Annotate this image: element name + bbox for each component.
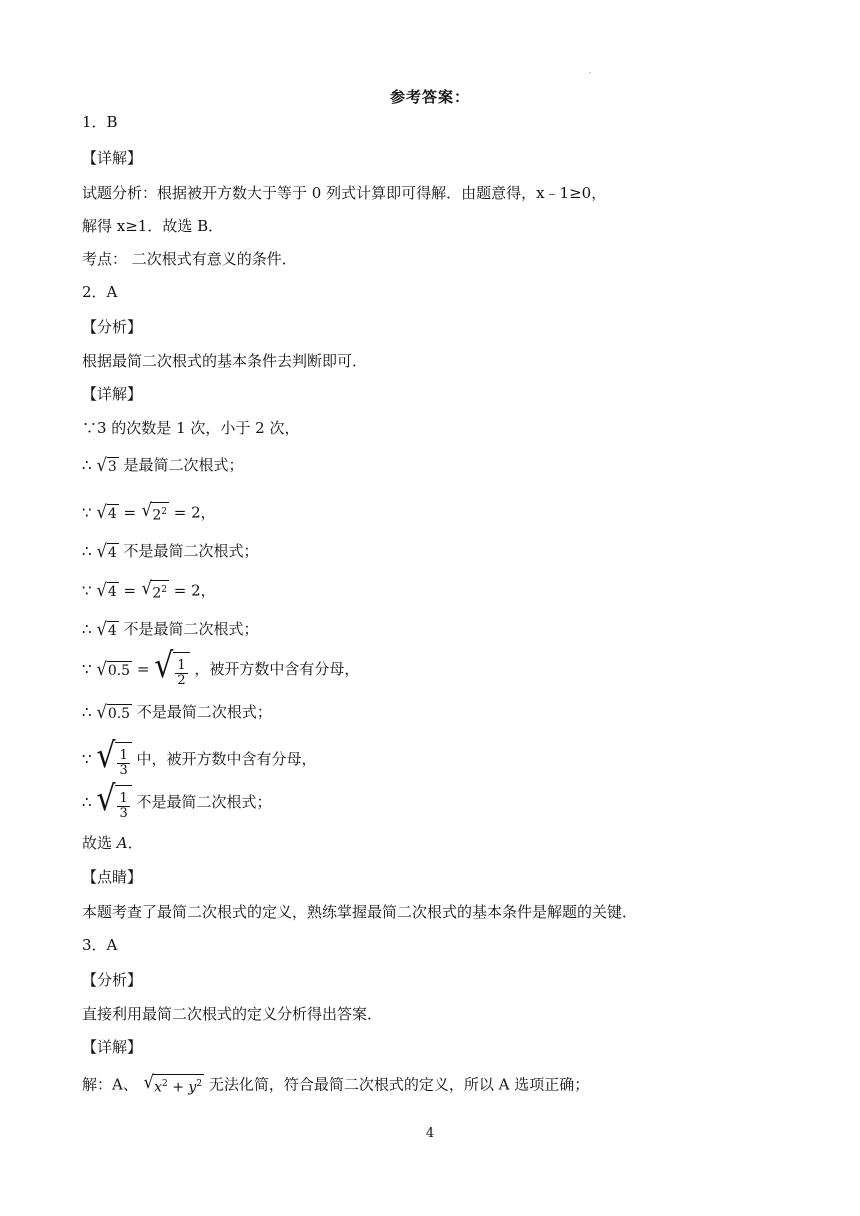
text-span: 不是最简二次根式； <box>136 703 272 721</box>
text-line: 根据最简二次根式的基本条件去判断即可． <box>82 352 368 370</box>
base: 2 <box>152 507 162 524</box>
answer-2: 2．A <box>82 283 118 301</box>
sqrt-expression <box>141 502 169 525</box>
because-symbol: ∵ <box>82 750 92 768</box>
section-heading: 【详解】 <box>82 385 143 403</box>
text-span: 不是最简二次根式； <box>123 542 259 560</box>
radicand-power <box>151 502 169 525</box>
text-span: = 2， <box>173 581 216 600</box>
exponent: 2 <box>161 507 168 517</box>
therefore-symbol: ∴ <box>82 793 92 811</box>
numerator: 1 <box>177 658 186 673</box>
radical-sign: √ <box>96 701 108 723</box>
math-line <box>82 619 259 640</box>
text-span: 不是最简二次根式； <box>136 793 272 811</box>
equals-sign: = <box>136 660 150 678</box>
fraction <box>175 659 187 688</box>
sqrt-expression <box>143 1074 204 1097</box>
equals-sign: = <box>123 581 137 600</box>
text-span: = 2， <box>173 503 216 522</box>
radicand: 4 <box>107 544 117 561</box>
sqrt-expression <box>96 658 132 680</box>
section-heading: 【分析】 <box>82 971 143 989</box>
radicand: 3 <box>107 458 117 475</box>
equals-sign: = <box>123 503 137 522</box>
sqrt-expression <box>96 579 118 601</box>
radical-sign: √ <box>96 658 108 680</box>
text-line: ∵3 的次数是 1 次，小于 2 次， <box>82 419 300 437</box>
exponent: 2 <box>162 1079 168 1089</box>
page-title: 参考答案： <box>389 88 470 106</box>
radicand: 4 <box>107 505 117 522</box>
radical-sign: √ <box>96 735 116 777</box>
radical-sign: √ <box>96 618 108 640</box>
math-line <box>82 702 272 723</box>
text-span: 中，被开方数中含有分母， <box>136 750 317 768</box>
page-number: 4 <box>425 1126 435 1141</box>
radical-sign: √ <box>96 579 108 601</box>
math-line <box>82 580 216 603</box>
therefore-symbol: ∴ <box>82 542 92 560</box>
radical-sign: √ <box>96 501 108 523</box>
text-line: 解得 x≥1．故选 B． <box>82 217 224 235</box>
fraction <box>117 792 129 821</box>
text-line: 试题分析：根据被开方数大于等于 0 列式计算即可得解．由题意得，x﹣1≥0， <box>82 184 607 202</box>
text-span: ，被开方数中含有分母， <box>194 660 360 678</box>
text-span: 解：A、 <box>82 1075 138 1094</box>
because-symbol: ∵ <box>82 503 92 522</box>
therefore-symbol: ∴ <box>82 620 92 638</box>
sqrt-fraction <box>154 645 189 688</box>
fraction <box>117 749 129 778</box>
math-line <box>82 502 216 525</box>
radical-sign: √ <box>96 778 116 820</box>
sqrt-expression <box>96 618 118 640</box>
radical-sign: √ <box>143 1072 154 1093</box>
radicand: 0.5 <box>107 662 131 679</box>
text-line: 直接利用最简二次根式的定义分析得出答案． <box>82 1005 383 1023</box>
math-line <box>82 541 259 562</box>
answer-1: 1．B <box>82 113 118 131</box>
radicand-power <box>151 580 169 603</box>
numerator: 1 <box>119 748 128 763</box>
base: 2 <box>152 585 162 602</box>
radicand: 4 <box>107 622 117 639</box>
radicand: 4 <box>107 583 117 600</box>
section-heading: 【详解】 <box>82 1038 143 1056</box>
sqrt-fraction <box>96 735 131 778</box>
sqrt-expression <box>96 540 118 562</box>
math-line <box>82 1074 589 1097</box>
math-line <box>82 735 317 778</box>
text-span: 无法化简，符合最简二次根式的定义，所以 A 选项正确； <box>208 1075 590 1094</box>
radical-sign: √ <box>154 645 174 687</box>
radical-sign: √ <box>141 578 152 599</box>
because-symbol: ∵ <box>82 581 92 600</box>
sqrt-expression <box>141 580 169 603</box>
radicand-fraction <box>173 652 189 688</box>
text-line <box>82 833 143 853</box>
sqrt-fraction <box>96 778 131 821</box>
radicand-fraction <box>115 785 131 821</box>
denominator: 3 <box>119 763 128 778</box>
numerator: 1 <box>119 791 128 806</box>
text-span: ． <box>127 834 143 852</box>
section-heading: 【详解】 <box>82 149 143 167</box>
exponent: 2 <box>161 585 168 595</box>
answer-3: 3．A <box>82 936 118 954</box>
math-line <box>82 455 244 476</box>
radical-sign: √ <box>141 500 152 521</box>
because-symbol: ∵ <box>82 660 92 678</box>
decorative-dot: . <box>589 66 592 75</box>
variable-x: x <box>154 1079 163 1096</box>
therefore-symbol: ∴ <box>82 456 92 474</box>
text-span: 故选 <box>82 834 113 852</box>
variable-y: y <box>188 1079 197 1096</box>
text-line: 本题考查了最简二次根式的定义，熟练掌握最简二次根式的基本条件是解题的关键． <box>82 903 638 921</box>
plus-sign: + <box>167 1079 189 1096</box>
radical-sign: √ <box>96 454 108 476</box>
therefore-symbol: ∴ <box>82 703 92 721</box>
sqrt-expression <box>96 701 132 723</box>
section-heading: 【分析】 <box>82 318 143 336</box>
answer-letter: A <box>116 834 128 852</box>
math-line <box>82 645 360 688</box>
text-span: 是最简二次根式； <box>123 456 244 474</box>
denominator: 2 <box>177 673 186 688</box>
sqrt-expression <box>96 454 118 476</box>
radicand-sum <box>153 1074 204 1097</box>
radical-sign: √ <box>96 540 108 562</box>
denominator: 3 <box>119 806 128 821</box>
math-line <box>82 778 272 821</box>
section-heading: 【点睛】 <box>82 868 143 886</box>
text-line: 考点： 二次根式有意义的条件． <box>82 250 297 268</box>
radicand: 0.5 <box>107 705 131 722</box>
radicand-fraction <box>115 742 131 778</box>
exponent: 2 <box>196 1079 203 1089</box>
text-span: 不是最简二次根式； <box>123 620 259 638</box>
sqrt-expression <box>96 501 118 523</box>
